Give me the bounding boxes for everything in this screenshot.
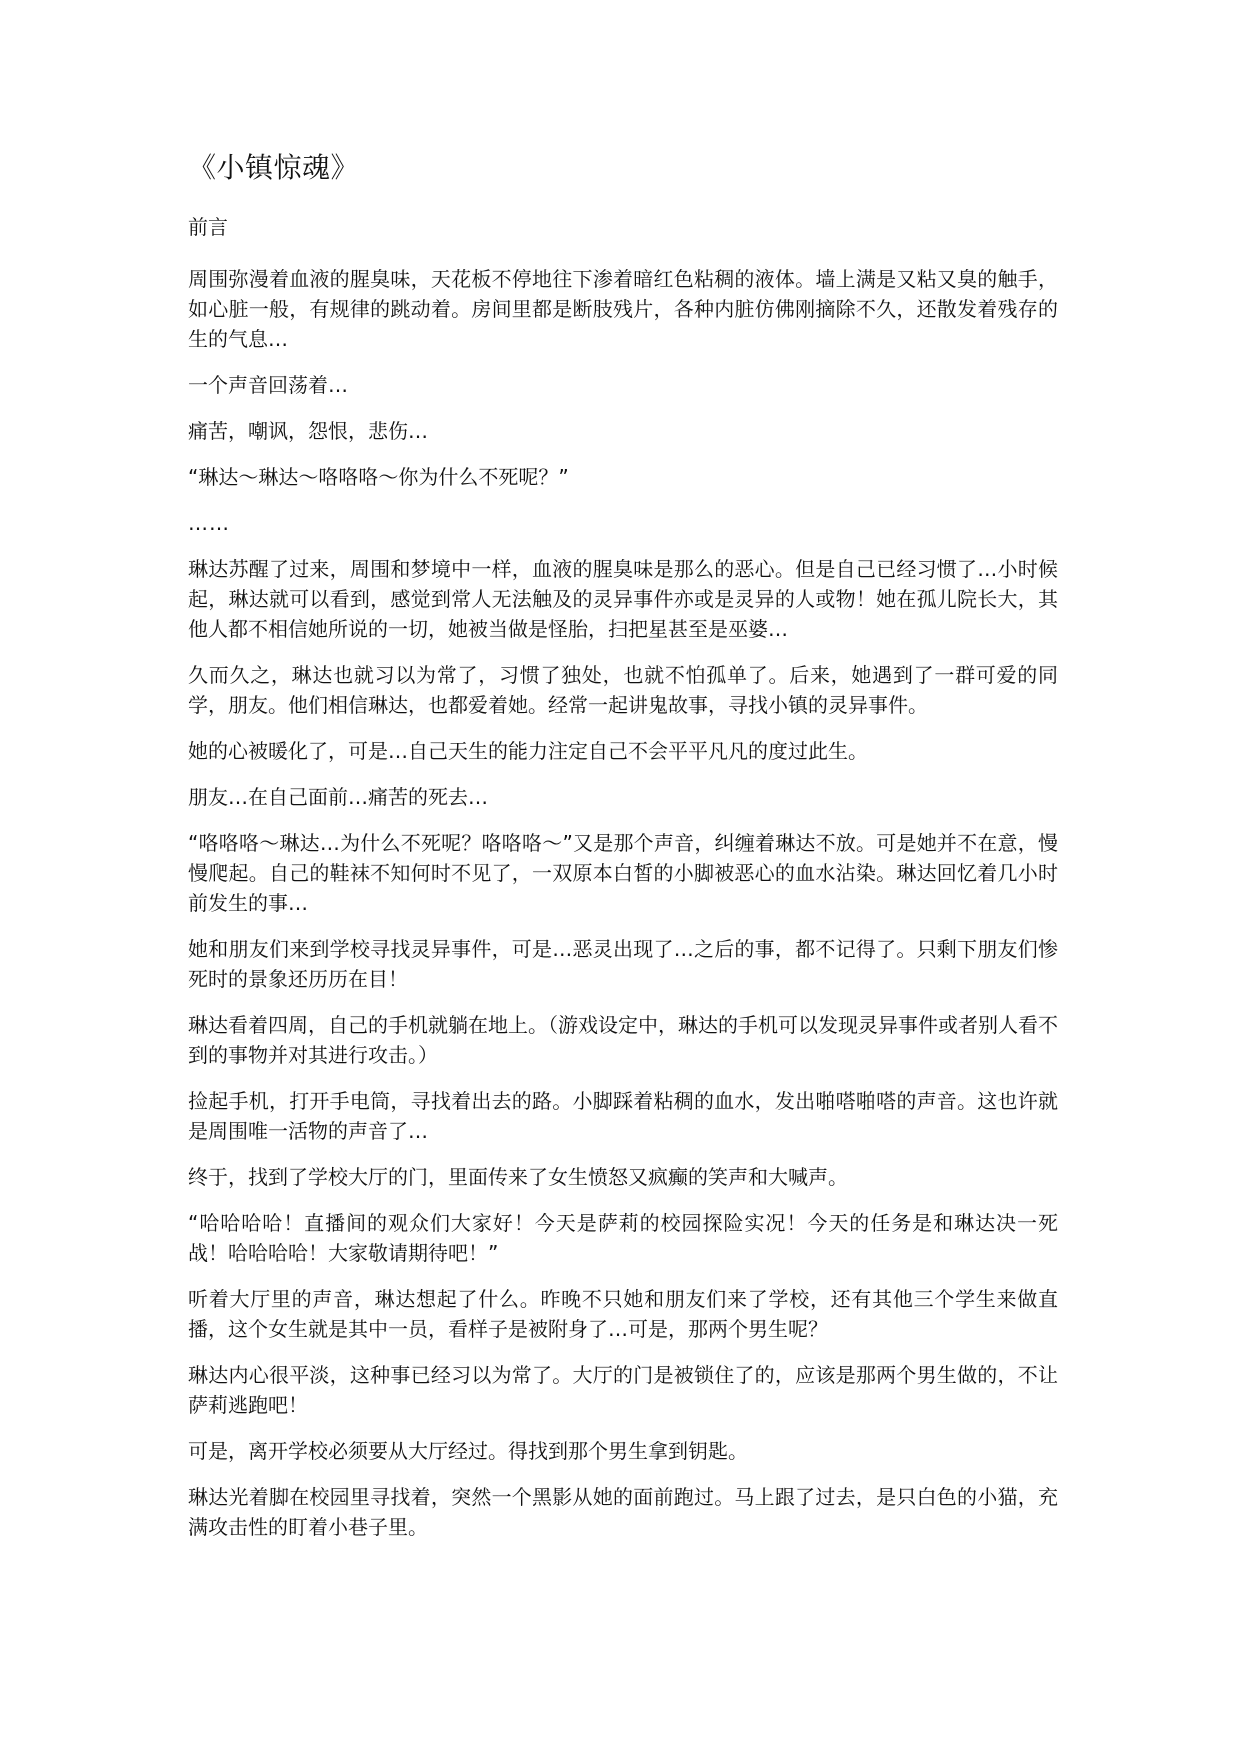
section-heading-preface: 前言 [188, 215, 228, 239]
paragraph: …… [188, 511, 230, 535]
paragraph: “哈哈哈哈！直播间的观众们大家好！今天是萨莉的校园探险实况！今天的任务是和琳达决一死战！哈哈哈哈！大家敬请期待吧！” [188, 1211, 1058, 1265]
document-title: 《小镇惊魂》 [188, 151, 360, 184]
paragraph: 一个声音回荡着… [188, 373, 348, 397]
paragraph: 琳达看着四周，自己的手机就躺在地上。（游戏设定中，琳达的手机可以发现灵异事件或者别人看不到的事物并对其进行攻击。） [188, 1013, 1058, 1067]
paragraph: 捡起手机，打开手电筒，寻找着出去的路。小脚踩着粘稠的血水，发出啪嗒啪嗒的声音。这也许就是周围唯一活物的声音了… [188, 1089, 1058, 1143]
paragraph: 琳达光着脚在校园里寻找着，突然一个黑影从她的面前跑过。马上跟了过去，是只白色的小猫，充满攻击性的盯着小巷子里。 [188, 1485, 1058, 1539]
paragraph: 久而久之，琳达也就习以为常了，习惯了独处，也就不怕孤单了。后来，她遇到了一群可爱的同学，朋友。他们相信琳达，也都爱着她。经常一起讲鬼故事，寻找小镇的灵异事件。 [188, 663, 1058, 717]
paragraph: “琳达～琳达～咯咯咯～你为什么不死呢？” [188, 465, 569, 489]
paragraph: 周围弥漫着血液的腥臭味，天花板不停地往下渗着暗红色粘稠的液体。墙上满是又粘又臭的触手，如心脏一般，有规律的跳动着。房间里都是断肢残片，各种内脏仿佛刚摘除不久，还散发着残存的生的气息… [188, 267, 1058, 351]
document-body [188, 148, 1058, 1558]
paragraph: 听着大厅里的声音，琳达想起了什么。昨晚不只她和朋友们来了学校，还有其他三个学生来做直播，这个女生就是其中一员，看样子是被附身了…可是，那两个男生呢？ [188, 1287, 1058, 1341]
paragraph: 终于，找到了学校大厅的门，里面传来了女生愤怒又疯癫的笑声和大喊声。 [188, 1165, 848, 1189]
paragraph: 琳达苏醒了过来，周围和梦境中一样，血液的腥臭味是那么的恶心。但是自己已经习惯了…小时候起，琳达就可以看到，感觉到常人无法触及的灵异事件亦或是灵异的人或物！她在孤儿院长大，其他人都不相信她所说的一切，她被当做是怪胎，扫把星甚至是巫婆… [188, 557, 1058, 641]
paragraph: 痛苦，嘲讽，怨恨，悲伤… [188, 419, 428, 443]
paragraph: 她和朋友们来到学校寻找灵异事件，可是…恶灵出现了…之后的事，都不记得了。只剩下朋友们惨死时的景象还历历在目！ [188, 937, 1058, 991]
paragraph: 琳达内心很平淡，这种事已经习以为常了。大厅的门是被锁住了的，应该是那两个男生做的，不让萨莉逃跑吧！ [188, 1363, 1058, 1417]
paragraph: 她的心被暖化了，可是…自己天生的能力注定自己不会平平凡凡的度过此生。 [188, 739, 868, 763]
paragraph: 可是，离开学校必须要从大厅经过。得找到那个男生拿到钥匙。 [188, 1439, 748, 1463]
paragraph: “咯咯咯～琳达…为什么不死呢？咯咯咯～”又是那个声音，纠缠着琳达不放。可是她并不在意，慢慢爬起。自己的鞋袜不知何时不见了，一双原本白皙的小脚被恶心的血水沾染。琳达回忆着几小时前发生的事… [188, 831, 1058, 915]
paragraph: 朋友…在自己面前…痛苦的死去… [188, 785, 488, 809]
